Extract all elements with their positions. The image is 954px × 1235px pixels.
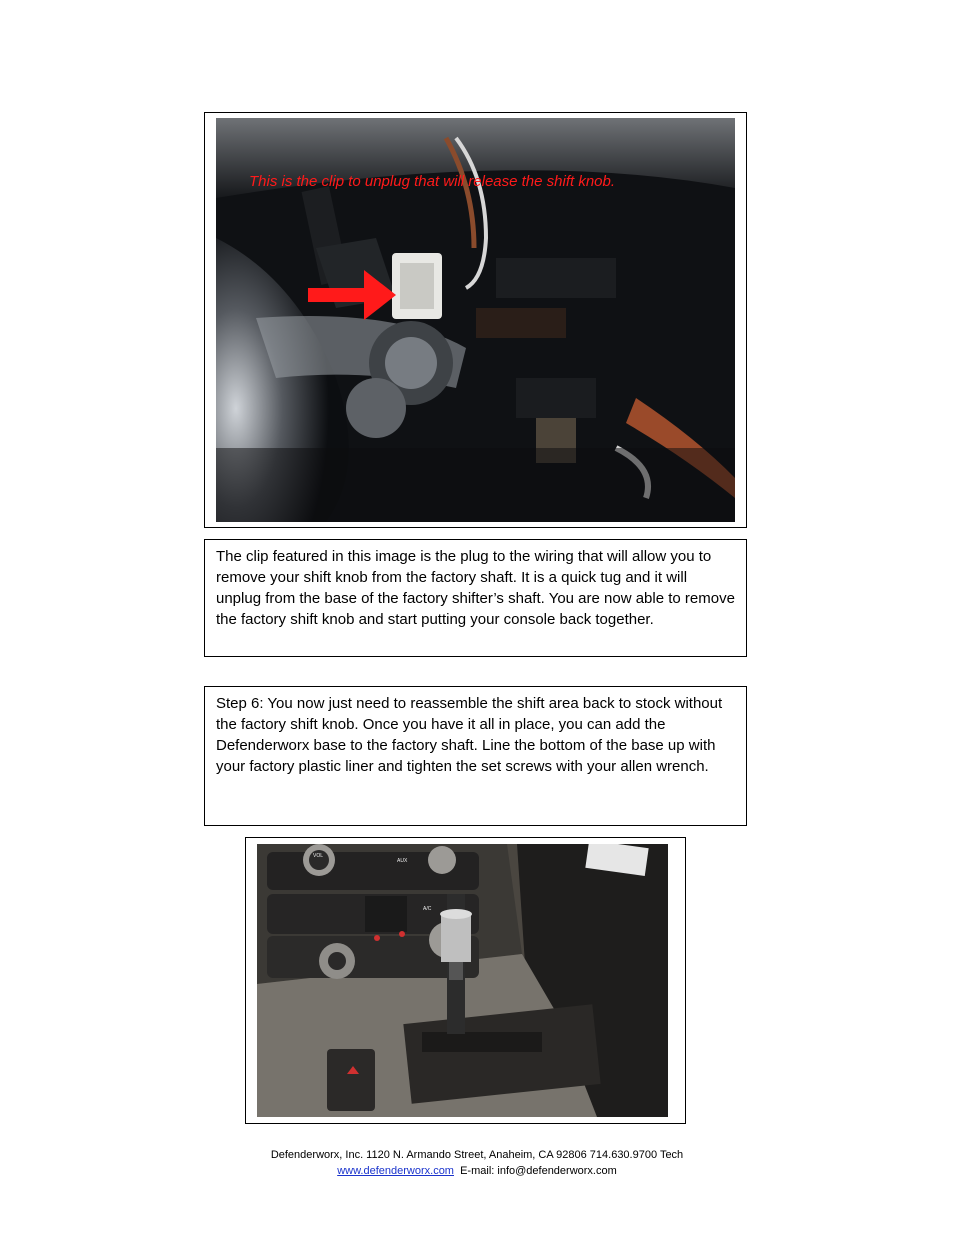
photo-wiring-clip bbox=[216, 118, 735, 522]
photo-frame-clip bbox=[204, 112, 747, 528]
photo-console-shaft bbox=[257, 844, 668, 1117]
footer bbox=[0, 1147, 954, 1179]
website-link[interactable]: www.defenderworx.com bbox=[337, 1165, 454, 1177]
ac-label: A/C bbox=[423, 906, 432, 912]
footer-address: Defenderworx, Inc. 1120 N. Armando Street, Anaheim, CA 92806 714.630.9700 Tech bbox=[270, 1149, 684, 1161]
footer-email: E-mail: info@defenderworx.com bbox=[453, 1165, 617, 1177]
aux-label: AUX bbox=[397, 858, 408, 864]
description-box bbox=[204, 539, 747, 657]
wiring-clip-illustration bbox=[216, 118, 735, 522]
photo-frame-console bbox=[245, 837, 686, 1124]
step-6-box bbox=[204, 686, 747, 826]
footer-contact bbox=[0, 1163, 954, 1179]
photo-annotation: This is the clip to unplug that will release the shift knob. bbox=[249, 173, 616, 190]
console-illustration bbox=[257, 844, 668, 1117]
description-text: The clip featured in this image is the plug to the wiring that will allow you to remove your shift knob from the factory shaft. It is a quick tug and it will unplug from the base of the factory shifter’s shaft. You are now able to remove the factory shift knob and start putting your console back together. bbox=[216, 548, 735, 628]
step-6-text: Step 6: You now just need to reassemble the shift area back to stock without the factory shift knob. Once you have it all in place, you can add the Defenderworx base to the factory shaft. Line the bottom of the base up with your factory plastic liner and tighten the set screws with your allen wrench. bbox=[216, 695, 723, 775]
vol-label: VOL bbox=[313, 853, 324, 859]
